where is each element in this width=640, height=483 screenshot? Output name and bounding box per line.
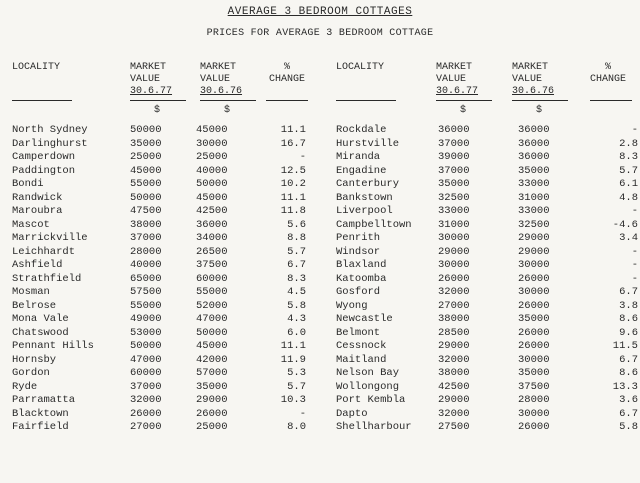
locality-cell: Hurstville <box>336 137 400 150</box>
locality-cell: Belrose <box>12 299 57 312</box>
percent-change-cell: 3.6 <box>619 394 638 406</box>
value-1976-cell: 47000 <box>196 313 228 325</box>
value-1976-cell: 30000 <box>196 137 228 150</box>
value-1976-cell: 29000 <box>196 394 228 406</box>
percent-change-cell: 6.7 <box>619 353 638 366</box>
percent-change-cell: - <box>299 151 306 163</box>
header-rule <box>436 100 492 101</box>
value-1976-cell: 31000 <box>518 191 550 204</box>
percent-change-cell: 8.0 <box>287 421 306 433</box>
header-rule <box>512 100 568 101</box>
table-row <box>336 394 638 408</box>
percent-change-cell: 5.7 <box>287 245 306 258</box>
percent-change-cell: 11.1 <box>280 124 306 136</box>
value-1976-cell: 30000 <box>518 353 550 366</box>
header-rule <box>130 100 186 101</box>
value-1976-cell: 42000 <box>196 353 228 366</box>
table-row <box>336 340 638 354</box>
value-1977-cell: 38000 <box>130 218 162 231</box>
value-1976-cell: 30000 <box>518 407 550 420</box>
table-row <box>12 232 306 246</box>
value-1977-cell: 32000 <box>130 394 162 406</box>
percent-change-cell: 3.4 <box>619 232 638 244</box>
header-line: MARKET <box>200 62 237 73</box>
percent-change-cell: 11.8 <box>280 205 306 217</box>
value-1977-cell: 38000 <box>438 367 470 379</box>
value-1977-cell: 55000 <box>130 299 162 312</box>
table-row <box>336 151 638 165</box>
value-1977-cell: 57500 <box>130 286 162 298</box>
locality-cell: Parramatta <box>12 394 76 406</box>
value-1976-cell: 29000 <box>518 232 550 244</box>
header-rule <box>266 100 308 101</box>
header-date: 30.6.77 <box>436 86 479 97</box>
percent-change-cell: 8.6 <box>619 313 638 325</box>
table-row <box>336 286 638 300</box>
header-rule <box>590 100 632 101</box>
locality-cell: Mosman <box>12 286 50 298</box>
currency-label: $ <box>535 105 542 116</box>
value-1976-cell: 26000 <box>518 340 550 352</box>
locality-cell: Dapto <box>336 407 368 420</box>
table-row <box>12 313 306 327</box>
header-line: VALUE <box>200 74 231 85</box>
locality-cell: Wollongong <box>336 380 400 393</box>
locality-cell: Gordon <box>12 367 50 379</box>
locality-cell: Campbelltown <box>336 218 412 231</box>
header-line: CHANGE <box>268 74 305 85</box>
left-mv76-header <box>200 62 242 98</box>
table-row <box>336 205 638 219</box>
value-1977-cell: 37000 <box>438 164 470 177</box>
left-change-header <box>262 62 312 86</box>
header-line: MARKET <box>130 62 167 73</box>
table-row <box>12 327 306 341</box>
header-line: % <box>283 62 290 73</box>
value-1976-cell: 36000 <box>518 137 550 150</box>
table-row <box>336 192 638 206</box>
value-1976-cell: 26000 <box>518 326 550 339</box>
value-1976-cell: 34000 <box>196 232 228 244</box>
locality-cell: Darlinghurst <box>12 137 88 150</box>
table-row <box>12 205 306 219</box>
value-1976-cell: 35000 <box>518 367 550 379</box>
header-date: 30.6.76 <box>512 86 555 97</box>
value-1976-cell: 60000 <box>196 272 228 285</box>
value-1976-cell: 50000 <box>196 326 228 339</box>
left-mv77-header <box>130 62 172 98</box>
percent-change-cell: 13.3 <box>612 380 638 393</box>
table-row <box>12 138 306 152</box>
locality-cell: Nelson Bay <box>336 367 400 379</box>
locality-cell: Penrith <box>336 232 381 244</box>
value-1976-cell: 45000 <box>196 340 228 352</box>
header-line: % <box>604 62 611 73</box>
percent-change-cell: 5.3 <box>287 367 306 379</box>
value-1977-cell: 37000 <box>438 137 470 150</box>
value-1976-cell: 25000 <box>196 421 228 433</box>
value-1977-cell: 39000 <box>438 151 470 163</box>
value-1976-cell: 26500 <box>196 245 228 258</box>
header-date: 30.6.77 <box>130 86 173 97</box>
table-row <box>336 124 638 138</box>
value-1976-cell: 37500 <box>196 259 228 271</box>
right-mv76-header <box>512 62 554 98</box>
percent-change-cell: 8.8 <box>287 232 306 244</box>
locality-cell: Engadine <box>336 164 387 177</box>
percent-change-cell: 5.7 <box>287 380 306 393</box>
value-1977-cell: 27000 <box>130 421 162 433</box>
value-1976-cell: 42500 <box>196 205 228 217</box>
table-row <box>12 259 306 273</box>
value-1976-cell: 29000 <box>518 245 550 258</box>
table-row <box>336 421 638 435</box>
value-1977-cell: 49000 <box>130 313 162 325</box>
table-row <box>336 178 638 192</box>
value-1976-cell: 33000 <box>518 178 550 190</box>
value-1977-cell: 35000 <box>130 137 162 150</box>
percent-change-cell: - <box>631 259 638 271</box>
table-row <box>12 219 306 233</box>
value-1976-cell: 28000 <box>518 394 550 406</box>
table-row <box>12 124 306 138</box>
table-row <box>336 259 638 273</box>
table-row <box>336 219 638 233</box>
header-line: CHANGE <box>589 74 626 85</box>
value-1976-cell: 36000 <box>518 151 550 163</box>
table-row <box>12 421 306 435</box>
table-row <box>12 165 306 179</box>
locality-cell: Paddington <box>12 164 76 177</box>
value-1977-cell: 55000 <box>130 178 162 190</box>
value-1977-cell: 28000 <box>130 245 162 258</box>
table-row <box>336 138 638 152</box>
header-line: VALUE <box>130 74 161 85</box>
value-1976-cell: 25000 <box>196 151 228 163</box>
table-row <box>336 232 638 246</box>
value-1977-cell: 32000 <box>438 353 470 366</box>
value-1977-cell: 30000 <box>438 259 470 271</box>
locality-cell: Fairfield <box>12 421 69 433</box>
locality-cell: Ryde <box>12 380 38 393</box>
locality-cell: Bankstown <box>336 191 393 204</box>
percent-change-cell: - <box>299 407 306 420</box>
value-1977-cell: 32500 <box>438 191 470 204</box>
value-1977-cell: 45000 <box>130 164 162 177</box>
percent-change-cell: 3.8 <box>619 299 638 312</box>
locality-cell: Bondi <box>12 178 44 190</box>
value-1976-cell: 26000 <box>518 299 550 312</box>
percent-change-cell: 5.8 <box>619 421 638 433</box>
percent-change-cell: 5.8 <box>287 299 306 312</box>
value-1977-cell: 36000 <box>438 124 470 136</box>
table-row <box>12 246 306 260</box>
locality-cell: Rockdale <box>336 124 387 136</box>
locality-cell: Windsor <box>336 245 381 258</box>
value-1976-cell: 35000 <box>196 380 228 393</box>
percent-change-cell: 11.1 <box>280 191 306 204</box>
currency-label: $ <box>223 105 230 116</box>
value-1977-cell: 33000 <box>438 205 470 217</box>
locality-cell: Wyong <box>336 299 368 312</box>
locality-cell: Miranda <box>336 151 381 163</box>
locality-cell: Pennant Hills <box>12 340 94 352</box>
percent-change-cell: 9.6 <box>619 326 638 339</box>
table-row <box>12 286 306 300</box>
percent-change-cell: 4.3 <box>287 313 306 325</box>
value-1977-cell: 32000 <box>438 286 470 298</box>
right-mv77-header <box>436 62 478 98</box>
locality-cell: Ashfield <box>12 259 63 271</box>
currency-label: $ <box>153 105 160 116</box>
header-line: VALUE <box>512 74 543 85</box>
locality-cell: Shellharbour <box>336 421 412 433</box>
value-1976-cell: 55000 <box>196 286 228 298</box>
currency-label: $ <box>459 105 466 116</box>
table-row <box>12 367 306 381</box>
percent-change-cell: 6.7 <box>287 259 306 271</box>
header-rule <box>200 100 256 101</box>
value-1977-cell: 26000 <box>130 407 162 420</box>
value-1977-cell: 38000 <box>438 313 470 325</box>
locality-cell: North Sydney <box>12 124 88 136</box>
value-1976-cell: 33000 <box>518 205 550 217</box>
percent-change-cell: 6.7 <box>619 407 638 420</box>
value-1976-cell: 36000 <box>196 218 228 231</box>
value-1977-cell: 28500 <box>438 326 470 339</box>
table-row <box>12 408 306 422</box>
locality-cell: Randwick <box>12 191 63 204</box>
percent-change-cell: 4.5 <box>287 286 306 298</box>
table-row <box>336 273 638 287</box>
value-1976-cell: 45000 <box>196 124 228 136</box>
locality-cell: Gosford <box>336 286 381 298</box>
table-row <box>336 327 638 341</box>
locality-cell: Maroubra <box>12 205 63 217</box>
value-1977-cell: 50000 <box>130 191 162 204</box>
value-1977-cell: 27000 <box>438 299 470 312</box>
table-row <box>12 354 306 368</box>
value-1976-cell: 30000 <box>518 259 550 271</box>
value-1977-cell: 29000 <box>438 245 470 258</box>
locality-cell: Mascot <box>12 218 50 231</box>
percent-change-cell: 6.1 <box>619 178 638 190</box>
value-1977-cell: 30000 <box>438 232 470 244</box>
table-row <box>12 340 306 354</box>
value-1976-cell: 26000 <box>518 421 550 433</box>
table-row <box>336 313 638 327</box>
value-1977-cell: 26000 <box>438 272 470 285</box>
percent-change-cell: 6.7 <box>619 286 638 298</box>
table-row <box>336 165 638 179</box>
value-1976-cell: 26000 <box>196 407 228 420</box>
value-1976-cell: 35000 <box>518 164 550 177</box>
percent-change-cell: 8.3 <box>619 151 638 163</box>
locality-cell: Strathfield <box>12 272 82 285</box>
value-1977-cell: 29000 <box>438 340 470 352</box>
right-change-header <box>580 62 636 86</box>
locality-cell: Port Kembla <box>336 394 406 406</box>
percent-change-cell: 8.6 <box>619 367 638 379</box>
table-row <box>12 381 306 395</box>
percent-change-cell: 5.7 <box>619 164 638 177</box>
locality-cell: Blacktown <box>12 407 69 420</box>
percent-change-cell: - <box>631 205 638 217</box>
value-1977-cell: 50000 <box>130 340 162 352</box>
percent-change-cell: 11.9 <box>280 353 306 366</box>
header-rule <box>336 100 396 101</box>
locality-cell: Mona Vale <box>12 313 69 325</box>
value-1977-cell: 47500 <box>130 205 162 217</box>
left-locality-header: LOCALITY <box>12 62 61 73</box>
value-1976-cell: 50000 <box>196 178 228 190</box>
value-1977-cell: 60000 <box>130 367 162 379</box>
header-rule <box>12 100 72 101</box>
percent-change-cell: - <box>631 124 638 136</box>
value-1976-cell: 37500 <box>518 380 550 393</box>
page-subtitle: PRICES FOR AVERAGE 3 BEDROOM COTTAGE <box>206 28 434 39</box>
locality-cell: Katoomba <box>336 272 387 285</box>
table-row <box>336 381 638 395</box>
percent-change-cell: 10.3 <box>280 394 306 406</box>
locality-cell: Hornsby <box>12 353 57 366</box>
percent-change-cell: 8.3 <box>287 272 306 285</box>
table-row <box>12 178 306 192</box>
locality-cell: Camperdown <box>12 151 76 163</box>
percent-change-cell: 6.0 <box>287 326 306 339</box>
locality-cell: Chatswood <box>12 326 69 339</box>
percent-change-cell: 4.8 <box>619 191 638 204</box>
locality-cell: Newcastle <box>336 313 393 325</box>
table-row <box>12 394 306 408</box>
value-1977-cell: 31000 <box>438 218 470 231</box>
header-line: MARKET <box>512 62 549 73</box>
value-1976-cell: 36000 <box>518 124 550 136</box>
table-row <box>12 192 306 206</box>
value-1977-cell: 42500 <box>438 380 470 393</box>
locality-cell: Marrickville <box>12 232 88 244</box>
locality-cell: Maitland <box>336 353 387 366</box>
value-1977-cell: 65000 <box>130 272 162 285</box>
percent-change-cell: 11.5 <box>612 340 638 352</box>
locality-cell: Canterbury <box>336 178 400 190</box>
table-row <box>336 354 638 368</box>
value-1977-cell: 32000 <box>438 407 470 420</box>
value-1977-cell: 25000 <box>130 151 162 163</box>
locality-cell: Cessnock <box>336 340 387 352</box>
table-row <box>336 367 638 381</box>
table-row <box>12 300 306 314</box>
value-1977-cell: 37000 <box>130 380 162 393</box>
table-row <box>12 273 306 287</box>
value-1977-cell: 27500 <box>438 421 470 433</box>
percent-change-cell: 10.2 <box>280 178 306 190</box>
percent-change-cell: 11.1 <box>280 340 306 352</box>
value-1977-cell: 53000 <box>130 326 162 339</box>
value-1977-cell: 50000 <box>130 124 162 136</box>
value-1976-cell: 35000 <box>518 313 550 325</box>
table-row <box>336 300 638 314</box>
percent-change-cell: 2.8 <box>619 137 638 150</box>
header-line: VALUE <box>436 74 467 85</box>
left-price-table <box>12 124 306 435</box>
value-1976-cell: 40000 <box>196 164 228 177</box>
locality-cell: Liverpool <box>336 205 393 217</box>
header-date: 30.6.76 <box>200 86 243 97</box>
value-1977-cell: 37000 <box>130 232 162 244</box>
value-1977-cell: 35000 <box>438 178 470 190</box>
percent-change-cell: - <box>631 272 638 285</box>
locality-cell: Belmont <box>336 326 381 339</box>
percent-change-cell: - <box>631 245 638 258</box>
percent-change-cell: -4.6 <box>612 218 638 231</box>
value-1976-cell: 52000 <box>196 299 228 312</box>
value-1977-cell: 47000 <box>130 353 162 366</box>
right-price-table <box>336 124 638 435</box>
value-1976-cell: 45000 <box>196 191 228 204</box>
table-row <box>336 408 638 422</box>
value-1977-cell: 40000 <box>130 259 162 271</box>
locality-cell: Leichhardt <box>12 245 76 258</box>
table-row <box>336 246 638 260</box>
value-1976-cell: 30000 <box>518 286 550 298</box>
header-line: MARKET <box>436 62 473 73</box>
percent-change-cell: 12.5 <box>280 164 306 177</box>
table-row <box>12 151 306 165</box>
value-1976-cell: 57000 <box>196 367 228 379</box>
value-1976-cell: 26000 <box>518 272 550 285</box>
locality-cell: Blaxland <box>336 259 387 271</box>
value-1976-cell: 32500 <box>518 218 550 231</box>
value-1977-cell: 29000 <box>438 394 470 406</box>
page-title: AVERAGE 3 BEDROOM COTTAGES <box>227 6 413 18</box>
right-locality-header: LOCALITY <box>336 62 385 73</box>
percent-change-cell: 5.6 <box>287 218 306 231</box>
percent-change-cell: 16.7 <box>280 137 306 150</box>
